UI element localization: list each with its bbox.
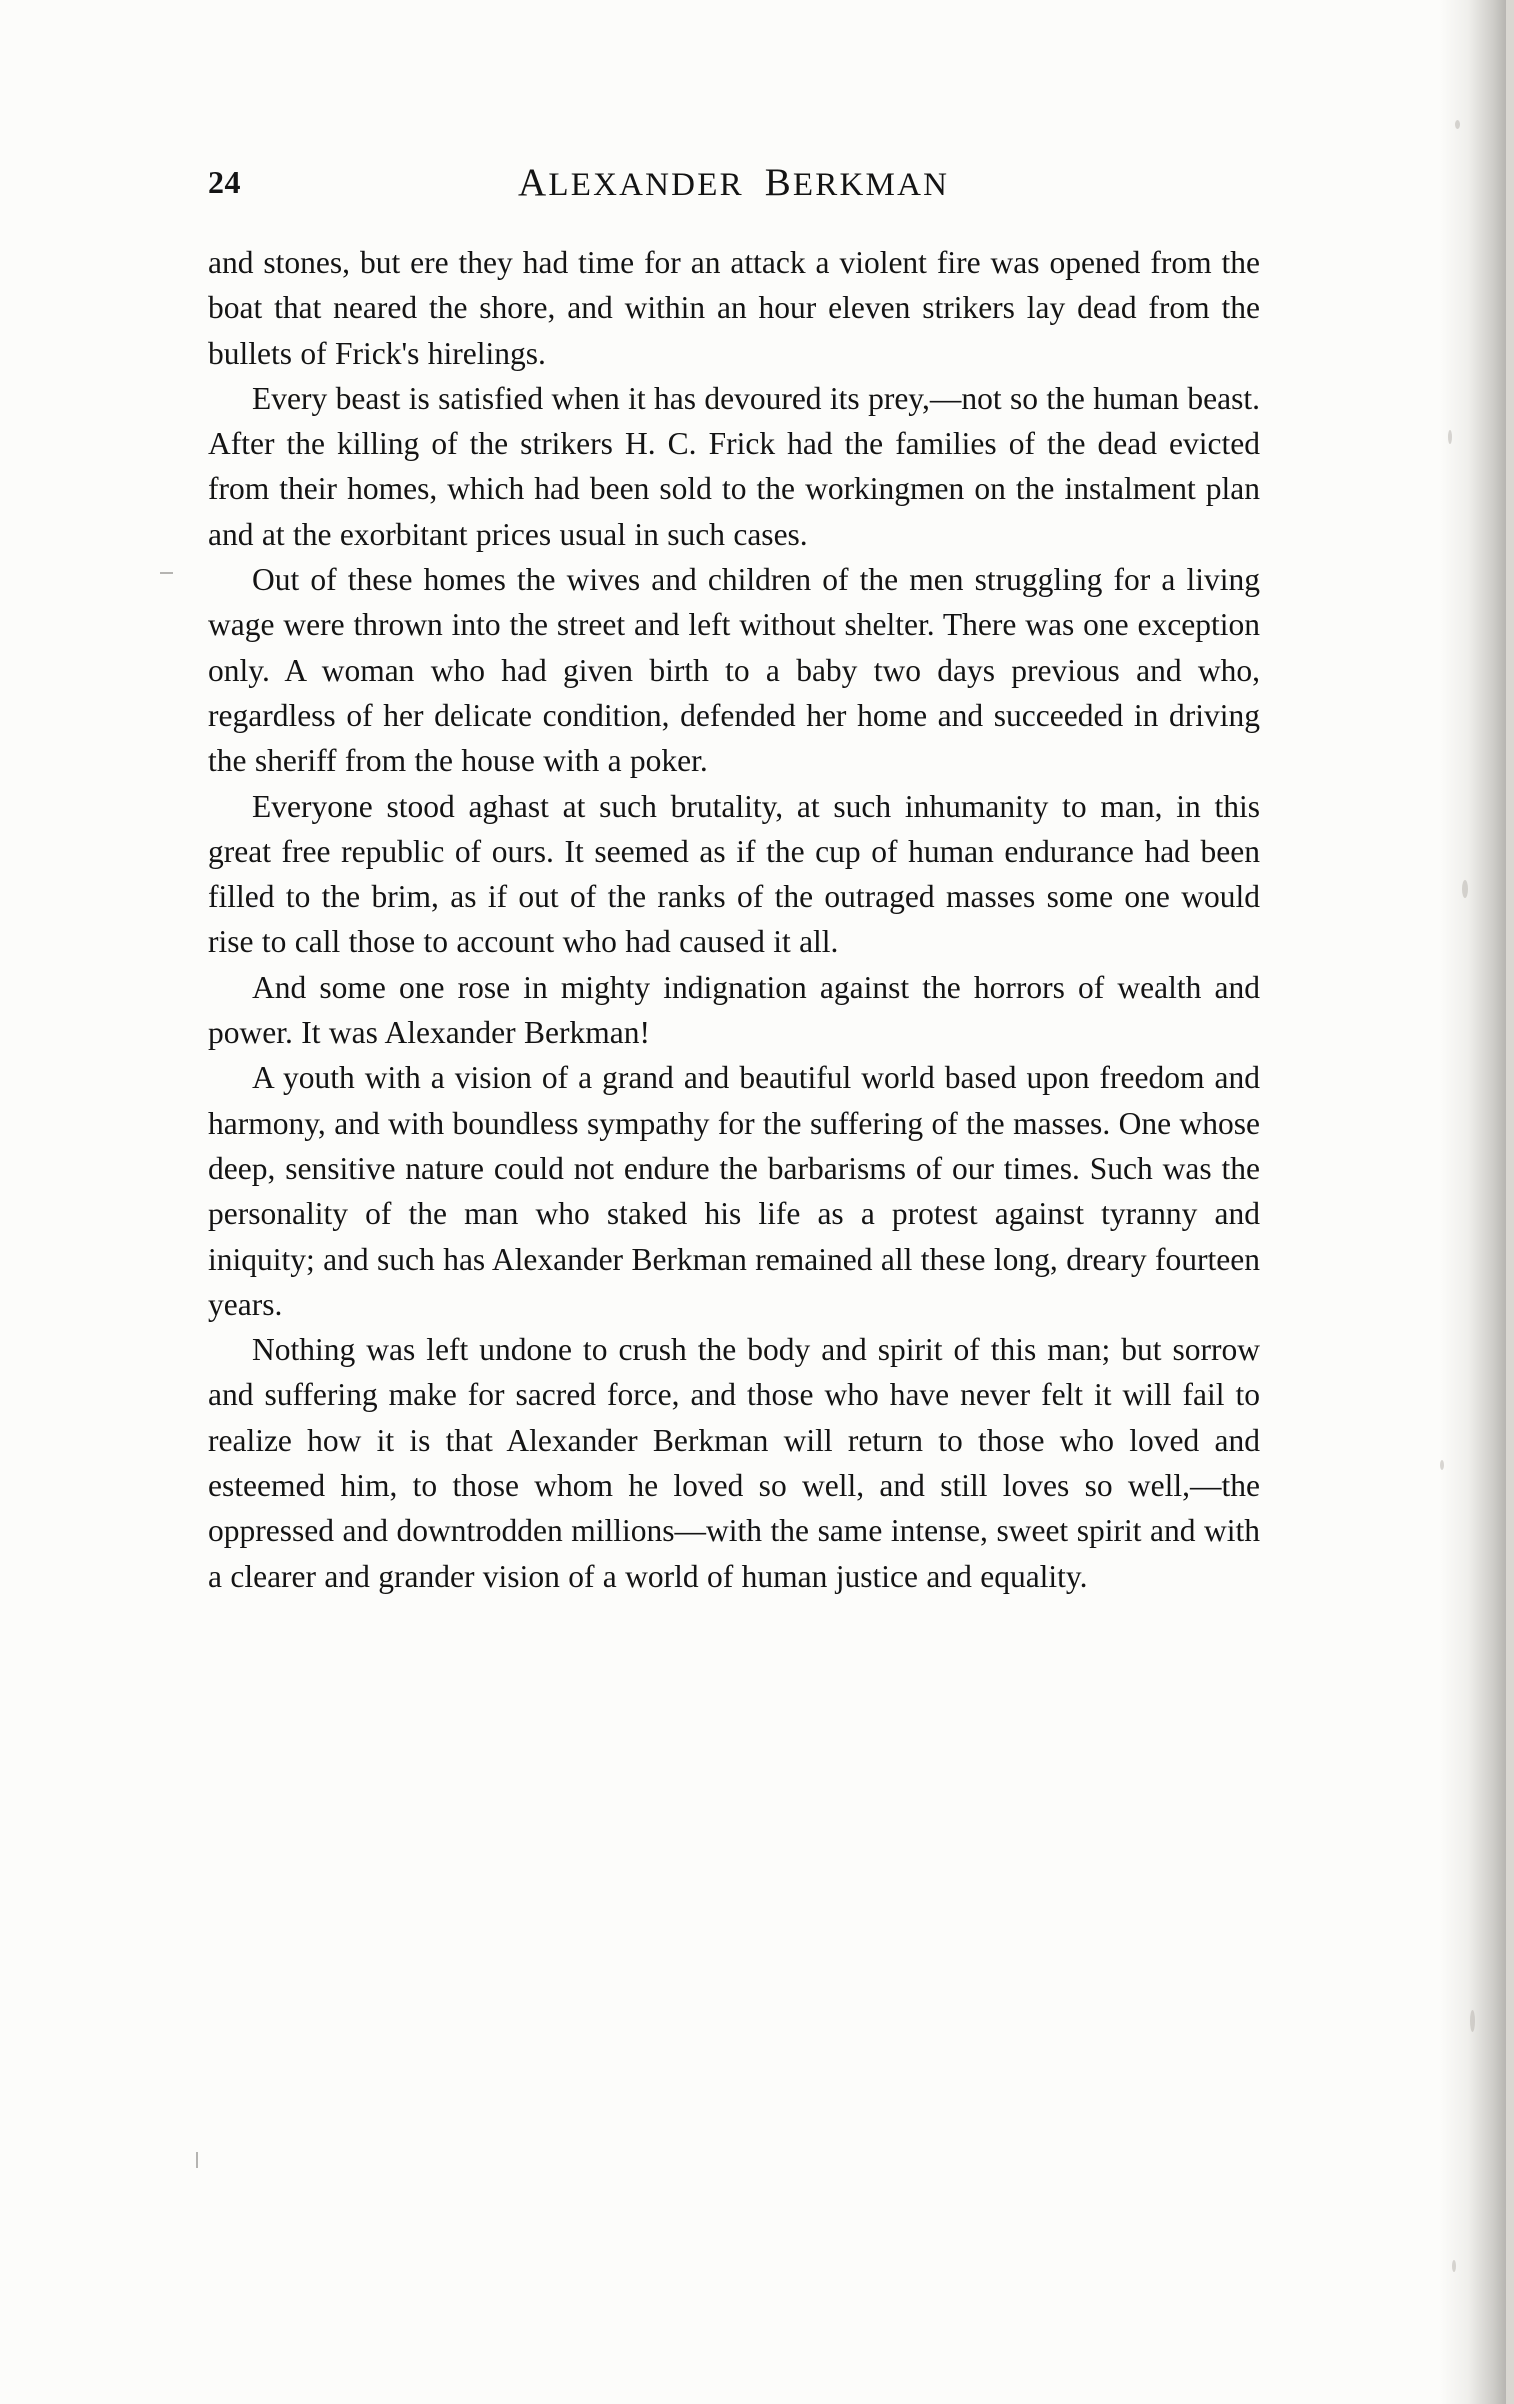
paragraph: and stones, but ere they had time for an attack a violent fire was opened from the boat that neared the shore, and within an hour eleven strikers lay dead from the bullets of Frick's hirelings.	[208, 245, 1260, 371]
paragraph: And some one rose in mighty indignation against the horrors of wealth and power. It was Alexander Berkman!	[208, 969, 1260, 1051]
running-head	[208, 150, 1260, 214]
page-edge	[1506, 0, 1514, 2404]
paragraph: Out of these homes the wives and children of the men struggling for a living wage were thrown into the street and left without shelter. There was one exception only. A woman who had given birth to a baby two days previous and who, regardless of her delicate condition, defended her home and succeeded in driving the sheriff from the house with a poker.	[208, 562, 1260, 779]
body-text	[208, 240, 1260, 1599]
running-head-part: ERKMAN	[792, 167, 950, 203]
scan-speckle	[1448, 430, 1452, 444]
running-head-part: B	[764, 161, 793, 204]
paragraph: Nothing was left undone to crush the body and spirit of this man; but sorrow and suffering make for sacred force, and those who have never felt it will fail to realize how it is that Alexander Berkman will return to those who loved and esteemed him, to those whom he loved so well, and still loves so well,—the oppressed and downtrodden millions—with the same intense, sweet spirit and with a clearer and grander vision of a world of human justice and equality.	[208, 1332, 1260, 1594]
scan-speckle	[1455, 120, 1460, 129]
paragraph: Everyone stood aghast at such brutality, at such inhumanity to man, in this great free republic of ours. It seemed as if the cup of human endurance had been filled to the brim, as if out of the ranks of the outraged masses some one would rise to call those to account who had caused it all.	[208, 788, 1260, 960]
running-head-title	[518, 160, 949, 205]
page-number: 24	[208, 164, 241, 200]
page-content	[208, 150, 1260, 1599]
scan-speckle	[1440, 1460, 1444, 1470]
scan-speckle	[1452, 2260, 1456, 2272]
paragraph: Every beast is satisfied when it has devoured its prey,—not so the human beast. After the killing of the strikers H. C. Frick had the families of the dead evicted from their homes, which had been sold to the workingmen on the instalment plan and at the exorbitant prices usual in such cases.	[208, 380, 1260, 552]
running-head-part: A	[518, 161, 549, 204]
scan-speckle	[1462, 880, 1468, 898]
page-gutter-shadow	[1440, 0, 1514, 2404]
scan-speckle	[1470, 2010, 1475, 2032]
paragraph: A youth with a vision of a grand and beautiful world based upon freedom and harmony, and with boundless sympathy for the suffering of the masses. One whose deep, sensitive nature could not endure the barbarisms of our times. Such was the personality of the man who staked his life as a protest against tyranny and iniquity; and such has Alexander Berkman remained all these long, dreary fourteen years.	[208, 1060, 1260, 1322]
margin-stray-mark	[196, 2152, 198, 2168]
running-head-part: LEXANDER	[548, 167, 744, 203]
margin-stray-mark	[160, 572, 173, 574]
